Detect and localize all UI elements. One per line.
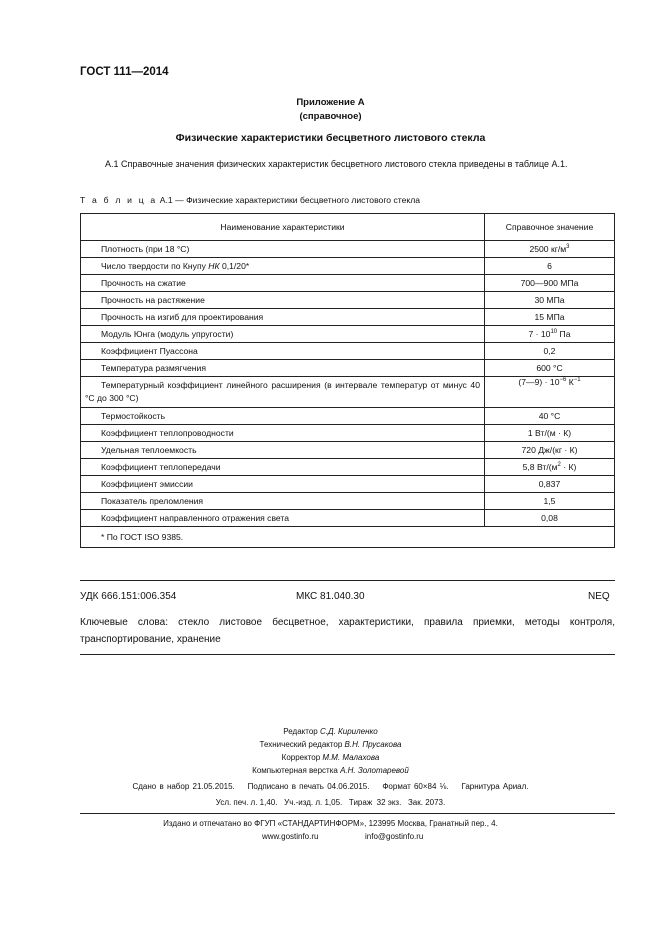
property-value <box>485 377 615 408</box>
table-row <box>81 360 615 377</box>
credit-role: Корректор <box>281 753 323 762</box>
credit-name: А.Н. Золотаревой <box>340 766 409 775</box>
value-superscript: 2 <box>557 462 561 468</box>
value-text: 2500 кг/м <box>529 244 567 254</box>
name-text-cont: 0,1/20* <box>219 261 250 271</box>
property-value <box>485 459 615 476</box>
value-text: 0,08 <box>541 513 558 523</box>
name-text: Температурный коэффициент линейного расширения (в интервале температур от минус 40 °С до 300 °С) <box>85 380 480 403</box>
mks-code: МКС 81.040.30 <box>296 591 365 602</box>
website-link[interactable]: www.gostinfo.ru <box>262 832 319 841</box>
appendix-status: (справочное) <box>299 111 362 122</box>
value-text: (7—9) · 10 <box>518 377 560 387</box>
value-superscript: 3 <box>566 244 570 250</box>
imprint-typeface: Гарнитура Ариал. <box>461 782 529 791</box>
value-text: 7 · 10 <box>528 329 551 339</box>
table-row <box>81 326 615 343</box>
name-text: Число твердости по Кнупу <box>101 261 209 271</box>
property-name <box>81 476 485 493</box>
imprint-format: Формат 60×84 ⅛. <box>382 782 449 791</box>
property-value <box>485 476 615 493</box>
table-header-row <box>81 214 615 241</box>
value-unit: К <box>566 377 574 387</box>
table-row <box>81 442 615 459</box>
property-name <box>81 493 485 510</box>
value-text: 700—900 МПа <box>520 278 579 288</box>
value-superscript: −6 <box>559 377 567 383</box>
udk-code: УДК 666.151:006.354 <box>80 591 177 602</box>
property-name <box>81 292 485 309</box>
table-row <box>81 476 615 493</box>
property-value <box>485 425 615 442</box>
credit-role: Компьютерная верстка <box>252 766 341 775</box>
credit-name: М.М. Малахова <box>322 753 380 762</box>
property-value <box>485 442 615 459</box>
table-caption <box>80 195 420 205</box>
value-superscript: −1 <box>573 377 581 383</box>
value-text: 5,8 Вт/(м <box>522 462 558 472</box>
table-row <box>81 377 615 408</box>
name-text: Показатель преломления <box>101 496 204 506</box>
table-footnote-row <box>81 527 615 548</box>
table-row <box>81 493 615 510</box>
imprint-line-2: Усл. печ. л. 1,40. Уч.-изд. л. 1,05. Тираж 32 экз. Зак. 2073. <box>215 798 446 807</box>
email-link[interactable]: info@gostinfo.ru <box>365 832 424 841</box>
appendix-title: Приложение А <box>296 97 365 108</box>
name-italic: НК <box>208 261 220 271</box>
credit-proofreader <box>0 751 661 764</box>
table-row <box>81 309 615 326</box>
imprint-typeset-date: Сдано в набор 21.05.2015. <box>132 782 235 791</box>
name-text: Температура размягчения <box>101 363 206 373</box>
value-text: 30 МПа <box>534 295 565 305</box>
credit-tech-editor <box>0 738 661 751</box>
value-text: 600 °С <box>536 363 563 373</box>
name-text: Прочность на изгиб для проектирования <box>101 312 264 322</box>
property-name <box>81 275 485 292</box>
intro-paragraph: А.1 Справочные значения физических характеристик бесцветного листового стекла приведены в таблице А.1. <box>105 159 568 169</box>
property-value <box>485 408 615 425</box>
property-value <box>485 360 615 377</box>
keywords: Ключевые слова: стекло листовое бесцветное, характеристики, правила приемки, методы контроля, транспортирование, хранение <box>80 617 615 645</box>
property-value <box>485 510 615 527</box>
column-header-name: Наименование характеристики <box>81 214 485 241</box>
value-unit: Па <box>557 329 571 339</box>
table-row <box>81 258 615 275</box>
value-text: 1,5 <box>543 496 556 506</box>
value-text: 0,2 <box>543 346 556 356</box>
value-text: 1 Вт/(м · К) <box>527 428 572 438</box>
name-text: Удельная теплоемкость <box>101 445 197 455</box>
property-name <box>81 408 485 425</box>
property-value <box>485 275 615 292</box>
value-superscript: 10 <box>550 329 558 335</box>
credit-name: С.Д. Кириленко <box>319 727 378 736</box>
divider <box>80 654 615 655</box>
imprint-print-date: Подписано в печать 04.06.2015. <box>247 782 370 791</box>
value-text: 0,837 <box>538 479 561 489</box>
name-text: Коэффициент теплопроводности <box>101 428 234 438</box>
property-value <box>485 326 615 343</box>
property-value <box>485 343 615 360</box>
table-row <box>81 408 615 425</box>
table-caption-label: Т а б л и ц а <box>80 195 158 205</box>
credit-editor <box>0 725 661 738</box>
name-text: Прочность на растяжение <box>101 295 205 305</box>
imprint-line-1 <box>0 782 661 791</box>
value-text: 40 °С <box>538 411 561 421</box>
value-text: 720 Дж/(кг · К) <box>521 445 578 455</box>
property-name <box>81 309 485 326</box>
publisher: Издано и отпечатано во ФГУП «СТАНДАРТИНФОРМ», 123995 Москва, Гранатный пер., 4. <box>163 819 498 828</box>
divider <box>80 580 615 581</box>
property-name <box>81 377 485 408</box>
name-text: Модуль Юнга (модуль упругости) <box>101 329 234 339</box>
credit-role: Технический редактор <box>259 740 345 749</box>
property-name <box>81 459 485 476</box>
name-text: Коэффициент теплопередачи <box>101 462 221 472</box>
table-row <box>81 510 615 527</box>
table-row <box>81 343 615 360</box>
property-value <box>485 292 615 309</box>
name-text: Коэффициент Пуассона <box>101 346 198 356</box>
divider <box>80 813 615 814</box>
name-text: Плотность (при 18 °С) <box>101 244 190 254</box>
property-name <box>81 326 485 343</box>
table-row <box>81 292 615 309</box>
credit-layout <box>0 764 661 777</box>
property-value <box>485 241 615 258</box>
name-text: Прочность на сжатие <box>101 278 186 288</box>
value-unit: · К) <box>560 462 577 472</box>
name-text: Коэффициент эмиссии <box>101 479 193 489</box>
value-text: 15 МПа <box>534 312 565 322</box>
property-name <box>81 425 485 442</box>
neq-label: NEQ <box>588 591 610 602</box>
property-value <box>485 309 615 326</box>
property-value <box>485 258 615 275</box>
property-name <box>81 343 485 360</box>
credits <box>0 725 661 777</box>
table-footnote: * По ГОСТ ISO 9385. <box>81 527 615 548</box>
table-caption-text: А.1 — Физические характеристики бесцветного листового стекла <box>159 195 421 205</box>
document-code: ГОСТ 111—2014 <box>80 66 169 78</box>
table-row <box>81 275 615 292</box>
section-heading: Физические характеристики бесцветного листового стекла <box>175 132 486 144</box>
property-value <box>485 493 615 510</box>
table-row <box>81 459 615 476</box>
property-name <box>81 360 485 377</box>
properties-table <box>80 213 615 548</box>
column-header-value: Справочное значение <box>485 214 615 241</box>
credit-role: Редактор <box>283 727 320 736</box>
credit-name: В.Н. Прусакова <box>344 740 402 749</box>
table-row <box>81 241 615 258</box>
property-name <box>81 258 485 275</box>
property-name <box>81 241 485 258</box>
value-text: 6 <box>547 261 552 271</box>
name-text: Термостойкость <box>101 411 166 421</box>
name-text: Коэффициент направленного отражения света <box>101 513 290 523</box>
property-name <box>81 442 485 459</box>
table-row <box>81 425 615 442</box>
property-name <box>81 510 485 527</box>
